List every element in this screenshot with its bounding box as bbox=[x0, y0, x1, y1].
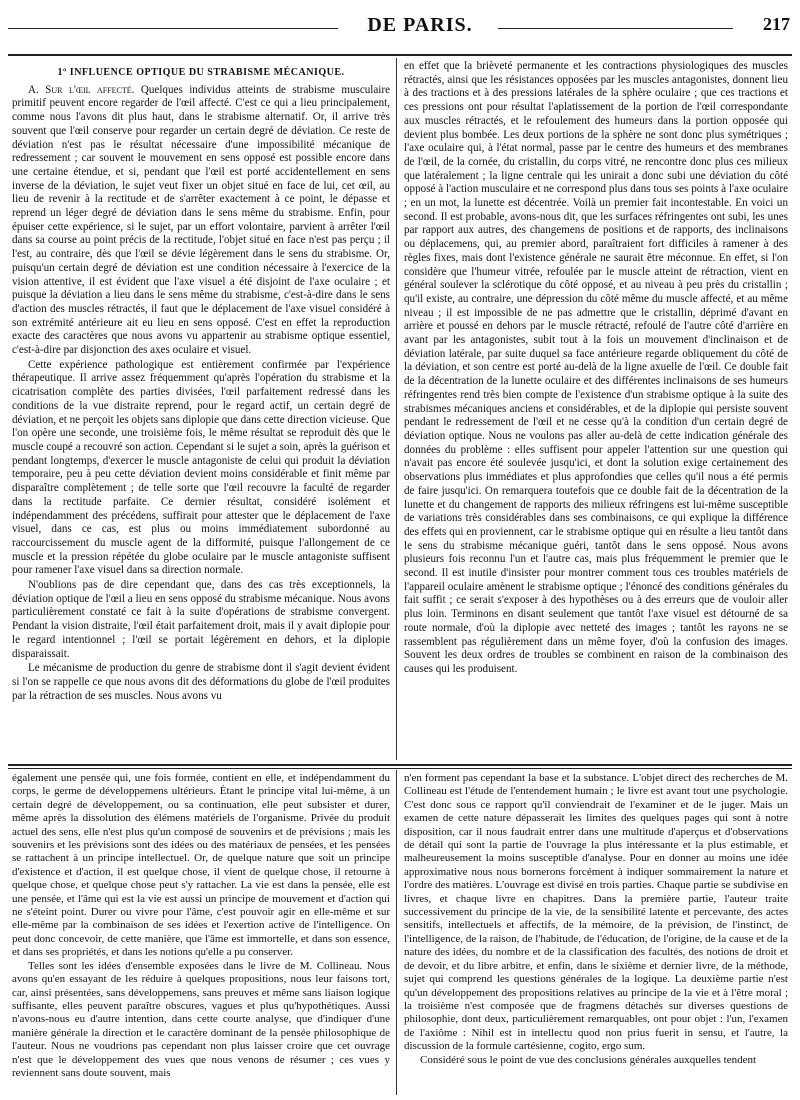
feuilleton-rule-thin bbox=[8, 768, 792, 769]
paragraph: Telles sont les idées d'ensemble exposées dans le livre de M. Collineau. Nous avons qu'en essayant de les réduire à quelques propositions, nous leur faisons tort, car, ainsi présentées, sans développemens, sans preuves et même sans liaison logique suffisante, elles peuvent paraître obscures, vagues et plus qu'hypothétiques. Aussi n'avons-nous eu d'autre intention, dans cette courte analyse, que d'indiquer d'une manière générale la direction et le caractère dominant de la pensée philosophique de l'auteur. Nous ne voudrions pas cependant non plus laisser croire que cet ouvrage n'est que le développement des vues que nous venons de résumer ; ces vues y reviennent sans doute souvent, mais bbox=[12, 959, 390, 1079]
lower-column-divider bbox=[396, 770, 397, 1095]
header-left-rule bbox=[8, 28, 338, 29]
lower-right-column bbox=[404, 772, 788, 1094]
section-title: 1º INFLUENCE OPTIQUE DU STRABISME MÉCANIQUE. bbox=[57, 67, 345, 78]
top-rule bbox=[8, 54, 792, 56]
page-header bbox=[0, 12, 800, 48]
paragraph: A. Sur l'œil affecté. Quelques individus atteints de strabisme musculaire primitif peuvent encore regarder de l'œil affecté. C'est ce qui a lieu principalement, comme nous l'avons dit plus haut, dans le strabisme alternatif. Or, il arrive très souvent que l'œil conserve pour regarder un certain degré de déviation. Ce reste de déviation n'est pas le résultat nécessaire d'une impossibilité mécanique de redressement ; car souvent le mouvement en sens opposé est possible encore dans une certaine étendue, et si, pendant que l'œil est porté accidentellement en sens inverse de la déviation, le sujet veut fixer un objet situé en face de lui, cet œil, au lieu de revenir à la rectitude et de s'arrêter exactement à ce point, le dépasse et reprend un léger degré de déviation dans le sens même du strabisme. Enfin, pour épuiser cette expérience, si le sujet, par un effort volontaire, parvient à arrêter l'œil dans sa course au point précis de la rectitude, l'objet situé en face n'est pas perçu ; il l'est, au contraire, dès que l'œil se dévie légèrement dans le sens du strabisme. Or, puisqu'un certain degré de déviation est une condition nécessaire à l'exercice de la vision attentive, il est évident que l'axe visuel a été disjoint de l'axe oculaire ; et puisque la déviation a lieu dans le sens même du strabisme, c'est-à-dire dans le sens d'action des muscles rétractés, il faut que le déplacement de l'axe visuel considéré à son extrémité antérieure ait eu lieu en sens opposé. C'est en effet la reproduction exacte des caractères que nous avons vu appartenir au strabisme optique essentiel, c'est-à-dire par disjonction des axes oculaire et visuel. bbox=[12, 83, 390, 357]
lead-in: A. Sur l'œil affecté. bbox=[28, 83, 135, 96]
running-title: DE PARIS. bbox=[367, 14, 473, 36]
column-divider bbox=[396, 58, 397, 760]
paragraph: Cette expérience pathologique est entièrement confirmée par l'expérience thérapeutique. Il arrive assez fréquemment qu'après l'opération du strabisme et la cicatrisation complète des parties divisées, l'œil parfaitement redressé dans les conditions de la vue distraite reprend, pour le regard actif, un certain degré de déviation, et ne perçoit les objets sans diplopie que dans cette direction vicieuse. Que l'on opère une seconde, une troisième fois, le même résultat se reproduit dès que le muscle coupé a recouvré son action. Cependant si le sujet a soin, après la guérison et pendant longtemps, d'exercer le muscle antagoniste de celui qui produit la déviation temporaire, peu à peu cette déviation devient moins considérable et finit même par disparaître complètement ; de telle sorte que l'œil recouvre la faculté de regarder dans la rectitude parfaite. Ce dernier résultat, considéré isolément et indépendamment des précédens, suffirait pour attester que le déplacement de l'axe visuel, dans ce cas, est plus ou moins immédiatement subordonné au raccourcissement du muscle agent de la difformité, puisque l'allongement de ce muscle et la pression répétée du globe oculaire par le muscle antagoniste suffisent pour ramener l'axe visuel dans sa direction normale. bbox=[12, 358, 390, 577]
left-column bbox=[12, 60, 390, 760]
header-right-rule bbox=[498, 28, 733, 29]
paragraph: N'oublions pas de dire cependant que, dans des cas très exceptionnels, la déviation optique de l'œil a lieu en sens opposé du strabisme mécanique. Nous avons particulièrement constaté ce fait à la suite d'opérations de strabisme convergent. Pendant la vision distraite, l'œil était parfaitement droit, mais il y avait diplopie pour le regard intentionnel ; l'œil se portait légèrement en dehors, et la diplopie disparaissait. bbox=[12, 579, 390, 660]
paragraph: n'en forment pas cependant la base et la substance. L'objet direct des recherches de M. Collineau est l'étude de l'entendement humain ; le livre est avant tout une psychologie. C'est donc sous ce rapport qu'il conviendrait de l'examiner et de le juger. Mais un examen de cette nature dépasserait les limites des quelques pages qui sont à notre disposition, car il nous faudrait entrer dans une multitude d'aperçus et d'observations de détail qui sont la partie de l'ouvrage la plus intéressante et la plus estimable, et malheureusement la moins susceptible d'analyse. Pour en donner au moins une idée approximative nous nous bornerons forcément à indiquer sommairement la nature et l'ordre des matières. L'ouvrage est divisé en trois parties. Chaque partie se subdivise en livres, et chaque livre en chapitres. Dans la première partie, l'auteur traite successivement du principe de la vie, de la sensibilité latente et percevante, des actes sensitifs, intellectuels et affectifs, de la mémoire, de la prévision, de l'instinct, de l'intelligence, de la raison, de l'habitude, de l'éducation, de l'origine, de la cause et de la nature des idées, du nombre et de la classification des facultés, des notions de droit et de devoir, et du libre arbitre, et enfin, dans le sixième et dernier livre, de la méthode, sujet qui comprend les questions générales de la logique. La deuxième partie n'est qu'un développement des propositions relatives au principe de la vie et à l'être moral ; la troisième n'est composée que de fragmens détachés sur diverses questions de philosophie, dont deux, particulièrement remarquables, ont pour objet : l'un, l'examen de l'axiôme : Nihil est in intellectu quod non prius fuerit in sensu, et l'autre, la discussion de la formule cartésienne, cogito, ergo sum. bbox=[404, 772, 788, 1053]
right-column bbox=[404, 60, 788, 760]
paragraph: en effet que la brièveté permanente et les contractions physiologiques des muscles rétractés, ainsi que les résistances opposées par les muscles antagonistes, donnent lieu à des tractions et à des pressions latérales de la sphère oculaire ; que ces tractions et ces pressions ont pour résultat l'aplatissement de la portion de l'œil correspondante aux muscles rétractés, et le refoulement des humeurs dans la portion opposée qui devient plus bombée. Les deux portions de la sphère ne sont donc plus symétriques ; l'axe oculaire qui, à l'état normal, passe par le centre des humeurs et des membranes de l'œil, de la cornée, du cristallin, du corps vitré, ne rencontre donc plus ces milieux que latéralement ; la ligne centrale qui les unirait a donc subi une déviation du côté opposé à l'action musculaire et ne correspond plus dans tous ses points à l'axe oculaire ; en un mot, la lunette est décentrée. Voilà un premier fait incontestable. En voici un second. Il est probable, avons-nous dit, que les surfaces réfringentes ont subi, les unes par rapport aux autres, des changemens de positions et de rapports, des inclinaisons ou déplacemens, qui, au premier abord, paraîtraient fort difficiles à ramener à des règles fixes, mais dont l'existence générale ne saurait être méconnue. En effet, si l'on considère que l'humeur vitrée, refoulée par le muscle atteint de rétraction, vient en général soulever la sclérotique du côté opposé, et au niveau à peu près du cristallin ; qu'il existe, au contraire, une dépression du côté même du muscle affecté, et au même niveau ; il est impossible de ne pas admettre que le cristallin, déprimé d'avant en arrière et poussé en dehors par le muscle rétracté, refoulé de l'autre côté d'arrière en avant par les antagonistes, subit tout à la fois un mouvement d'inclinaison et de déviation latérale, par suite duquel sa face antérieure regarde obliquement du côté de la déviation, et son centre est porté au-delà de la ligne axuelle de l'œil. Ce double fait de la décentration de la lunette oculaire et des différentes inclinaisons de ses humeurs réfringentes rend très bien compte de l'existence d'un strabisme optique à la suite des strabismes mécaniques anciens et considérables, et de la diplopie qui persiste souvent pendant le redressement de l'œil et ne cesse qu'à la condition d'un certain degré de déviation optique. Nous ne voulons pas aller au-delà de cette indication générale des données du problème : elles suffisent pour appeler l'attention sur une question qui n'avait pas encore été soulevée jusqu'ici, et dont la solution exige certainement des observations plus immédiates et plus approfondies que celles qu'il nous a été permis de faire jusqu'ici. On remarquera toutefois que ce double fait de la décentration de la lunette et du changement de rapports des milieux réfringens est lui-même susceptible de variations très considérables dans ses combinaisons, ce qui explique la différence des effets qui en proviennent, car le strabisme optique qui en résulte a lieu tantôt dans le sens du strabisme mécanique guéri, tantôt dans le sens opposé. Nous avons plusieurs fois reconnu l'un et l'autre cas, mais plus fréquemment le premier que le second. Il est inutile d'insister pour montrer comment tous ces troubles matériels de l'appareil oculaire amènent le strabisme optique ; l'énoncé des conditions générales du fait suffit ; ce serait s'exposer à des hypothèses ou à des erreurs que de vouloir aller plus loin. Terminons en disant seulement que tantôt l'axe visuel est détourné de sa route normale, d'où la diplopie avec netteté des images ; tantôt les rayons ne se rassemblent pas régulièrement dans un même foyer, d'où la confusion des images. Souvent les deux ordres de troubles se combinent en raison de la combinaison des causes qui les produisent. bbox=[404, 60, 788, 675]
paragraph: Considéré sous le point de vue des conclusions générales auxquelles tendent bbox=[420, 1053, 757, 1066]
feuilleton-rule bbox=[8, 764, 792, 766]
paragraph: également une pensée qui, une fois formée, contient en elle, et indépendamment du corps, le germe de développemens ultérieurs. Étant le principe vital lui-même, à un certain degré de développement, ou sa continuation, elle peut subsister et durer, même après la dissolution des élémens matériels de l'organisme. Privée du produit actuel des sens, elle n'est plus qu'un composé de souvenirs et de prévisions ; mais les souvenirs et les prévisions sont des idées ou des matériaux de pensées, et les pensées se rattachent à un principe intellectuel. Or, de quelque nature que soit un principe d'existence et d'action, il est quelque chose, il vient de quelque chose, il retourne à quelque chose, et quelque chose peut s'y rattacher. La vie est dans la pensée, elle est une pensée, et l'âme qui est la vie est aussi un principe de mouvement et d'action qui ne s'éteint point. Durer ou vivre pour l'âme, c'est pouvoir agir en elle-même et sur elle-même par la combinaison de ses idées et l'exertion active de l'intelligence. On peut donc concevoir, de cette manière, que l'âme est immortelle, et dans son essence, et dans ses propriétés, et dans les notions qu'elle a pu conserver. bbox=[12, 772, 390, 959]
paragraph: Le mécanisme de production du genre de strabisme dont il s'agit devient évident si l'on se rappelle ce que nous avons dit des déformations du globe de l'œil produites par la rétraction de ses muscles. Nous avons vu bbox=[12, 662, 390, 702]
lower-left-column bbox=[12, 772, 390, 1094]
page-number: 217 bbox=[763, 14, 790, 34]
